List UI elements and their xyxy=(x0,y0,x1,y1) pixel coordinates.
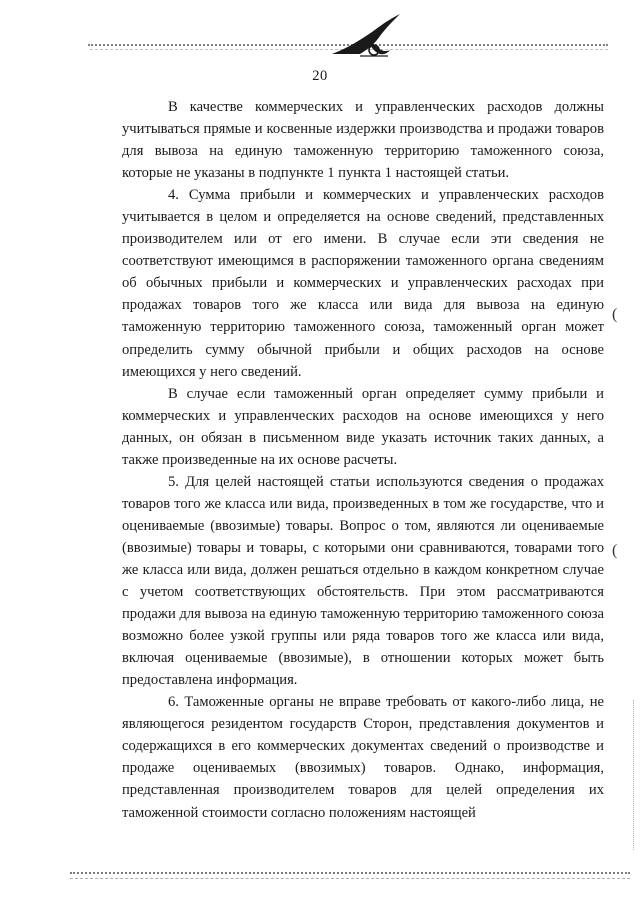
paragraph-item-6: 6. Таможенные органы не вправе требовать от какого-либо лица, не являющегося резидентом государств Сторон, представления документов и содержащихся в его коммерческих документах сведений о производстве и продаже оцениваемых (ввозимых) товаров. Однако, информация, представленная производителем товаров для целей определения их таможенной стоимости согласно положениям настоящей xyxy=(122,694,604,821)
page-number: 20 xyxy=(312,68,328,84)
eagle-emblem-icon xyxy=(330,10,410,66)
scan-right-edge xyxy=(633,700,636,850)
paragraph-item-5: 5. Для целей настоящей статьи используются сведения о продажах товаров того же класса или вида, произведенных в том же государстве, что и оцениваемые (ввозимые) товары. Вопрос о том, являются ли оцениваемые (ввозимые) товары и товары, с которыми они сравниваются, товарами того же класса или вида, должен решаться отдельно в каждом конкретном случае с учетом соответствующих обстоятельств. При этом рассматриваются продажи для вывоза на единую таможенную территорию таможенного союза возможно более узкой группы или ряда товаров того же класса или вида, включая оцениваемые (ввозимые), в отношении которых может быть предоставлена информация. xyxy=(122,473,604,689)
scan-bottom-border xyxy=(70,872,630,877)
margin-mark-icon: ( xyxy=(612,306,618,323)
document-body xyxy=(122,96,604,824)
paragraph-item-4: 4. Сумма прибыли и коммерческих и управленческих расходов учитывается в целом и определяется на основе сведений, представленных производителем или от его имени. В случае если эти сведения не соответствуют имеющимся в распоряжении таможенного органа сведениям об обычных прибыли и коммерческих и управленческих расходах при продажах товаров того же класса или вида для вывоза на единую таможенную территорию таможенного союза, таможенный орган может определить сумму обычной прибыли и общих расходов на основе имеющихся у него сведений. xyxy=(122,187,604,380)
margin-mark-icon: ( xyxy=(612,542,618,559)
paragraph-item-4-continued: В случае если таможенный орган определяет сумму прибыли и коммерческих и управленческих расходов на основе имеющихся у него данных, он обязан в письменном виде указать источник таких данных, а также произведенные на их основе расчеты. xyxy=(122,385,604,468)
paragraph-commercial-expenses: В качестве коммерческих и управленческих расходов должны учитываться прямые и косвенные издержки производства и продажи товаров для вывоза на единую таможенную территорию таможенного союза, которые не указаны в подпункте 1 пункта 1 настоящей статьи. xyxy=(122,99,604,182)
scan-bottom-border-line xyxy=(70,878,630,880)
